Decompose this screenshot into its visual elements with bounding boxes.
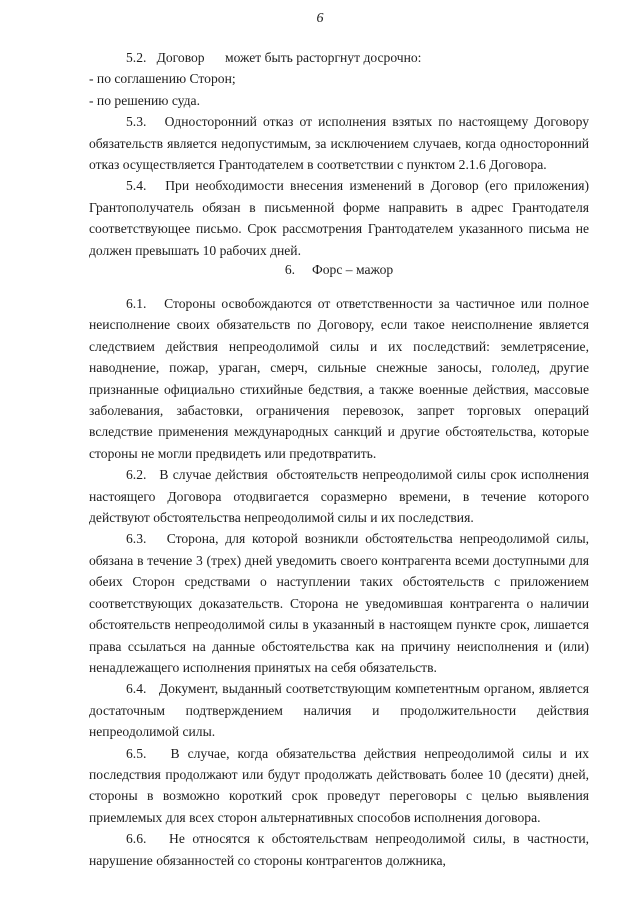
- clause-5-3: 5.3. Односторонний отказ от исполнения взятых по настоящему Договору обязательств является недопустимым, за исключением случаев, когда односторонний отказ осуществляется Грантодателем в соответствии с пунктом 2.1.6 Договора.: [89, 114, 589, 173]
- section-6-body: [89, 293, 589, 871]
- section-6-heading-wrap: [89, 259, 589, 280]
- clause-5-2-item-court: - по решению суда.: [89, 92, 200, 108]
- clause-5-2-item-agreement: - по соглашению Сторон;: [89, 71, 236, 87]
- clause-6-3: 6.3. Сторона, для которой возникли обстоятельства непреодолимой силы, обязана в течение 3 (трех) дней уведомить своего контрагента всеми доступными для обеих Сторон средствами о наступлении таких обстоятельств с приложением соответствующих доказательств. Сторона не уведомившая контрагента о наличии обстоятельств непреодолимой силы в указанный в настоящем пункте срок, лишается права ссылаться на данные обстоятельства как на причину неисполнения и (или) ненадлежащего исполнения принятых на себя обязательств.: [89, 531, 589, 675]
- clause-6-2: 6.2. В случае действия обстоятельств непреодолимой силы срок исполнения настоящего Договора отодвигается соразмерно времени, в течение которого действуют обстоятельства непреодолимой силы и их последствия.: [89, 467, 589, 526]
- clause-5-4: 5.4. При необходимости внесения изменений в Договор (его приложения) Грантополучатель обязан в письменной форме направить в адрес Грантодателя соответствующее письмо. Срок рассмотрения Грантодателем указанного письма не должен превышать 10 рабочих дней.: [89, 178, 589, 258]
- clause-6-1: 6.1. Стороны освобождаются от ответственности за частичное или полное неисполнение своих обязательств по Договору, если такое неисполнение является следствием действия непреодолимой силы и их последствий: землетрясение, наводнение, пожар, ураган, смерч, сильные снежные заносы, гололед, другие признанные официально стихийные бедствия, а также военные действия, массовые заболевания, забастовки, ограничения перевозок, запрет торговых операций вследствие применения международных санкций и другие обстоятельства, которые стороны не могли предвидеть или предотвратить.: [89, 296, 589, 461]
- clause-6-5: 6.5. В случае, когда обязательства действия непреодолимой силы и их последствия продолжают или будут продолжать действовать более 10 (десяти) дней, стороны в возможно короткий срок проведут переговоры с целью выявления приемлемых для всех сторон альтернативных способов исполнения договора.: [89, 745, 589, 825]
- section-5-continuation: [89, 47, 589, 261]
- page-number: 6: [316, 11, 324, 26]
- clause-6-4: 6.4. Документ, выданный соответствующим компетентным органом, является достаточным подтверждением наличия и продолжительности действия непреодолимой силы.: [89, 681, 589, 740]
- clause-6-6: 6.6. Не относятся к обстоятельствам непреодолимой силы, в частности, нарушение обязанностей со стороны контрагентов должника,: [89, 831, 589, 868]
- clause-5-2: 5.2. Договор может быть расторгнут досрочно:: [126, 50, 422, 65]
- section-6-heading: 6. Форс – мажор: [284, 262, 394, 277]
